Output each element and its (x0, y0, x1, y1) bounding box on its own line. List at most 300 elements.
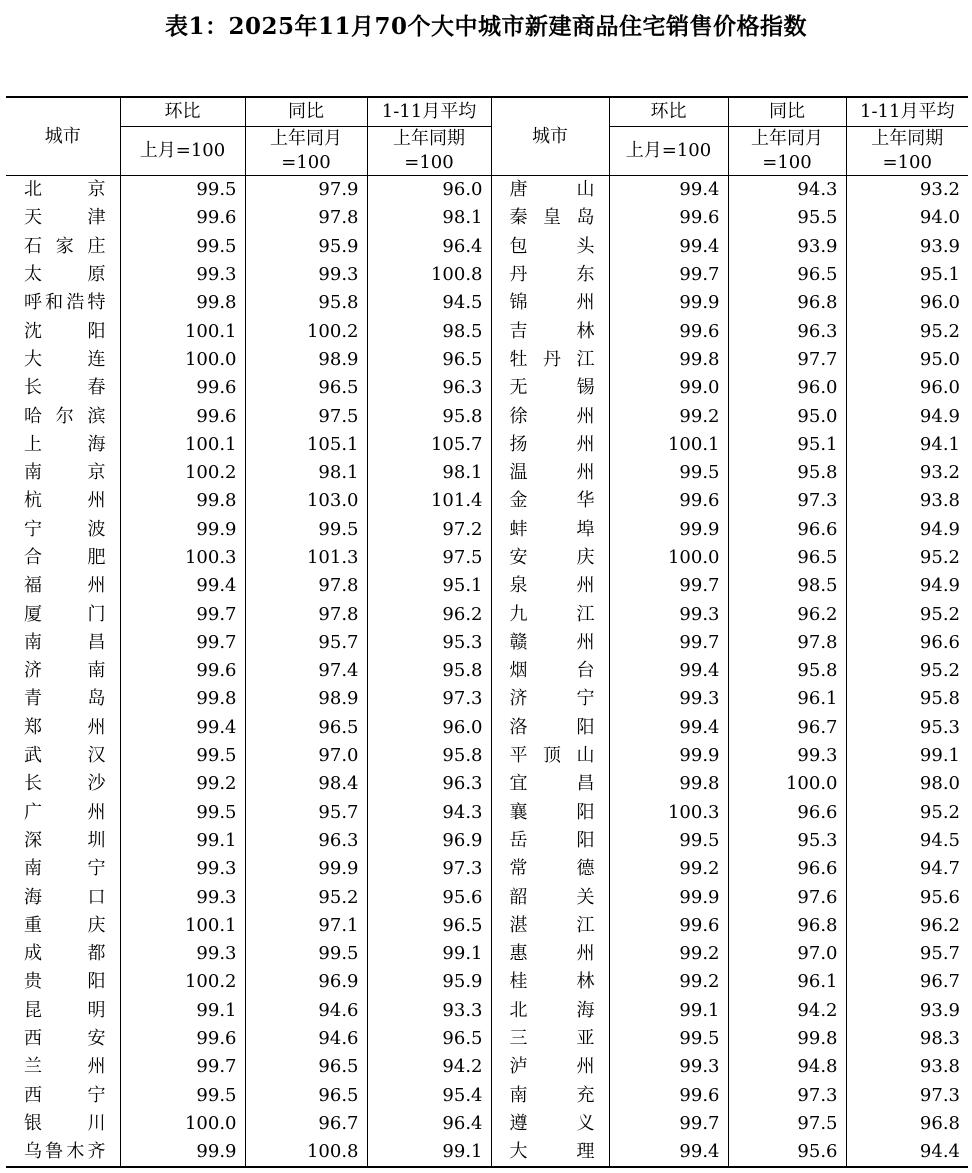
cell-city-left: 青岛 (6, 685, 120, 713)
cell-mom-right: 99.9 (609, 883, 728, 911)
table-row (6, 233, 968, 261)
cell-yoy-left: 95.9 (245, 233, 367, 261)
cell-city-left: 重庆 (6, 912, 120, 940)
cell-yoy-left: 103.0 (245, 487, 367, 515)
cell-mom-right: 99.3 (609, 685, 728, 713)
header-yoy-base-right: 上年同月 =100 (728, 127, 846, 176)
cell-mom-right: 99.7 (609, 572, 728, 600)
cell-yoy-left: 97.0 (245, 742, 367, 770)
cell-yoy-right: 96.7 (728, 714, 846, 742)
cell-yoy-right: 100.0 (728, 770, 846, 798)
table-row (6, 317, 968, 345)
cell-city-left: 银川 (6, 1110, 120, 1138)
cell-mom-left: 100.2 (120, 459, 245, 487)
table-row (6, 346, 968, 374)
cell-mom-right: 99.6 (609, 1082, 728, 1110)
cell-avg-right: 94.7 (919, 858, 960, 880)
cell-city-right: 包头 (491, 233, 609, 261)
cell-mom-left: 99.3 (120, 883, 245, 911)
table-row (6, 261, 968, 289)
cell-yoy-right: 95.8 (728, 657, 846, 685)
cell-city-right: 桂林 (491, 968, 609, 996)
cell-yoy-right: 97.7 (728, 346, 846, 374)
cell-mom-left: 99.9 (120, 516, 245, 544)
cell-avg-left: 97.3 (367, 855, 491, 883)
cell-city-left: 西安 (6, 1025, 120, 1053)
cell-city-left: 哈尔滨 (6, 402, 120, 430)
table-body (6, 176, 968, 1168)
price-index-table (6, 96, 968, 1168)
cell-avg-left: 95.3 (367, 629, 491, 657)
cell-city-right: 温州 (491, 459, 609, 487)
cell-yoy-left: 99.3 (245, 261, 367, 289)
cell-city-right: 惠州 (491, 940, 609, 968)
cell-mom-right: 99.4 (609, 657, 728, 685)
cell-mom-left: 99.4 (120, 714, 245, 742)
cell-avg-left: 94.5 (367, 289, 491, 317)
cell-avg-left: 93.3 (367, 997, 491, 1025)
cell-mom-left: 99.5 (120, 799, 245, 827)
cell-city-right: 赣州 (491, 629, 609, 657)
cell-mom-right: 99.6 (609, 912, 728, 940)
cell-avg-left: 99.1 (367, 1138, 491, 1167)
cell-avg-left: 94.2 (367, 1053, 491, 1081)
cell-mom-right: 99.3 (609, 1053, 728, 1081)
cell-city-left: 海口 (6, 883, 120, 911)
cell-avg-right: 95.3 (919, 716, 960, 738)
cell-city-right: 蚌埠 (491, 516, 609, 544)
table-row (6, 516, 968, 544)
cell-yoy-left: 96.7 (245, 1110, 367, 1138)
cell-mom-right: 99.6 (609, 317, 728, 345)
table-row (6, 1025, 968, 1053)
header-mom-left: 环比 (120, 97, 245, 127)
cell-mom-left: 99.5 (120, 176, 245, 205)
cell-mom-right: 99.9 (609, 289, 728, 317)
cell-city-left: 郑州 (6, 714, 120, 742)
cell-avg-right: 95.7 (919, 943, 960, 965)
cell-mom-left: 100.2 (120, 968, 245, 996)
cell-city-right: 北海 (491, 997, 609, 1025)
header-yoy-base-left: 上年同月 =100 (245, 127, 367, 176)
table-row (6, 289, 968, 317)
table-row (6, 459, 968, 487)
cell-mom-left: 100.3 (120, 544, 245, 572)
cell-mom-right: 99.5 (609, 827, 728, 855)
cell-yoy-left: 94.6 (245, 1025, 367, 1053)
table-row (6, 487, 968, 515)
cell-city-left: 成都 (6, 940, 120, 968)
cell-mom-left: 99.7 (120, 1053, 245, 1081)
cell-mom-left: 99.3 (120, 940, 245, 968)
cell-mom-left: 99.8 (120, 487, 245, 515)
cell-city-right: 南充 (491, 1082, 609, 1110)
cell-mom-left: 99.8 (120, 289, 245, 317)
cell-avg-right: 95.8 (919, 688, 960, 710)
cell-avg-left: 97.5 (367, 544, 491, 572)
cell-city-left: 武汉 (6, 742, 120, 770)
cell-avg-right: 94.5 (919, 829, 960, 851)
cell-avg-left: 94.3 (367, 799, 491, 827)
table-row (6, 431, 968, 459)
cell-yoy-right: 97.0 (728, 940, 846, 968)
cell-avg-left: 95.9 (367, 968, 491, 996)
table-row (6, 374, 968, 402)
cell-yoy-left: 100.2 (245, 317, 367, 345)
cell-city-right: 丹东 (491, 261, 609, 289)
cell-avg-left: 96.5 (367, 1025, 491, 1053)
table-row (6, 912, 968, 940)
cell-avg-right: 94.9 (919, 405, 960, 427)
cell-avg-left: 101.4 (367, 487, 491, 515)
cell-city-left: 上海 (6, 431, 120, 459)
cell-city-right: 洛阳 (491, 714, 609, 742)
cell-city-left: 福州 (6, 572, 120, 600)
cell-avg-right: 96.6 (919, 631, 960, 653)
cell-yoy-left: 98.9 (245, 685, 367, 713)
cell-mom-left: 99.9 (120, 1138, 245, 1167)
cell-avg-right: 95.2 (919, 660, 960, 682)
cell-yoy-right: 96.5 (728, 261, 846, 289)
cell-city-left: 北京 (6, 176, 120, 205)
table-row (6, 685, 968, 713)
cell-yoy-left: 95.8 (245, 289, 367, 317)
cell-yoy-left: 97.4 (245, 657, 367, 685)
cell-city-right: 扬州 (491, 431, 609, 459)
cell-city-right: 唐山 (491, 176, 609, 205)
table-row (6, 827, 968, 855)
table-row (6, 1082, 968, 1110)
cell-yoy-right: 97.3 (728, 487, 846, 515)
cell-yoy-left: 95.2 (245, 883, 367, 911)
cell-avg-left: 95.8 (367, 657, 491, 685)
cell-avg-right: 94.4 (846, 1138, 968, 1167)
cell-yoy-left: 96.3 (245, 827, 367, 855)
cell-yoy-right: 96.6 (728, 855, 846, 883)
cell-avg-right: 95.2 (919, 547, 960, 568)
header-yoy-right: 同比 (728, 97, 846, 127)
cell-city-left: 贵阳 (6, 968, 120, 996)
cell-mom-left: 99.5 (120, 1082, 245, 1110)
cell-city-left: 济南 (6, 657, 120, 685)
cell-city-left: 沈阳 (6, 317, 120, 345)
cell-mom-right: 100.0 (609, 544, 728, 572)
cell-avg-left: 105.7 (367, 431, 491, 459)
cell-city-right: 济宁 (491, 685, 609, 713)
cell-city-left: 深圳 (6, 827, 120, 855)
cell-avg-left: 96.5 (367, 912, 491, 940)
cell-mom-right: 99.2 (609, 968, 728, 996)
cell-yoy-left: 99.9 (245, 855, 367, 883)
cell-city-left: 广州 (6, 799, 120, 827)
table-row (6, 968, 968, 996)
cell-mom-left: 99.6 (120, 402, 245, 430)
cell-mom-right: 99.7 (609, 1110, 728, 1138)
cell-avg-left: 96.5 (367, 346, 491, 374)
cell-city-right: 韶关 (491, 883, 609, 911)
cell-yoy-right: 99.3 (728, 742, 846, 770)
cell-avg-left: 95.8 (367, 402, 491, 430)
cell-mom-left: 100.1 (120, 912, 245, 940)
cell-mom-right: 99.2 (609, 402, 728, 430)
table-row (6, 1138, 968, 1167)
cell-yoy-right: 95.3 (728, 827, 846, 855)
cell-city-left: 厦门 (6, 600, 120, 628)
cell-mom-left: 99.8 (120, 685, 245, 713)
cell-city-left: 宁波 (6, 516, 120, 544)
cell-mom-right: 99.4 (609, 176, 728, 205)
cell-yoy-left: 96.5 (245, 714, 367, 742)
cell-avg-left: 96.4 (367, 1110, 491, 1138)
cell-mom-right: 99.7 (609, 261, 728, 289)
cell-yoy-left: 98.1 (245, 459, 367, 487)
cell-avg-right: 93.9 (919, 235, 960, 257)
cell-mom-left: 99.6 (120, 1025, 245, 1053)
cell-city-right: 烟台 (491, 657, 609, 685)
table-row (6, 883, 968, 911)
cell-yoy-right: 96.0 (728, 374, 846, 402)
cell-city-right: 襄阳 (491, 799, 609, 827)
cell-city-left: 杭州 (6, 487, 120, 515)
cell-mom-left: 99.3 (120, 855, 245, 883)
cell-mom-right: 99.7 (609, 629, 728, 657)
cell-city-left: 大连 (6, 346, 120, 374)
cell-yoy-right: 96.6 (728, 799, 846, 827)
cell-yoy-left: 96.5 (245, 1082, 367, 1110)
cell-avg-right: 98.0 (919, 773, 960, 795)
cell-city-right: 泉州 (491, 572, 609, 600)
cell-yoy-right: 97.6 (728, 883, 846, 911)
table-row (6, 1053, 968, 1081)
cell-city-left: 南宁 (6, 855, 120, 883)
header-city-right: 城市 (491, 97, 609, 176)
cell-yoy-left: 94.6 (245, 997, 367, 1025)
cell-city-left: 合肥 (6, 544, 120, 572)
cell-yoy-right: 96.8 (728, 289, 846, 317)
cell-mom-right: 99.2 (609, 855, 728, 883)
cell-city-left: 兰州 (6, 1053, 120, 1081)
cell-mom-right: 99.5 (609, 1025, 728, 1053)
cell-mom-right: 100.3 (609, 799, 728, 827)
cell-city-left: 乌鲁木齐 (6, 1138, 120, 1167)
cell-city-right: 牡丹江 (491, 346, 609, 374)
cell-yoy-right: 94.3 (728, 176, 846, 205)
table-row (6, 770, 968, 798)
cell-avg-right: 93.2 (919, 462, 960, 484)
cell-avg-right: 95.6 (919, 886, 960, 908)
cell-mom-right: 99.8 (609, 346, 728, 374)
cell-avg-right: 95.1 (919, 264, 960, 286)
cell-avg-left: 96.0 (367, 714, 491, 742)
cell-city-left: 呼和浩特 (6, 289, 120, 317)
cell-avg-left: 96.3 (367, 770, 491, 798)
cell-avg-right: 94.9 (919, 518, 960, 540)
cell-yoy-left: 97.8 (245, 600, 367, 628)
cell-yoy-right: 95.1 (728, 431, 846, 459)
cell-city-right: 徐州 (491, 402, 609, 430)
cell-avg-right: 94.1 (919, 433, 960, 455)
cell-yoy-right: 97.5 (728, 1110, 846, 1138)
cell-avg-left: 96.4 (367, 233, 491, 261)
cell-avg-right: 96.7 (919, 971, 960, 993)
cell-avg-left: 97.3 (367, 685, 491, 713)
cell-avg-right: 96.0 (919, 377, 960, 399)
cell-yoy-right: 94.8 (728, 1053, 846, 1081)
cell-mom-right: 99.0 (609, 374, 728, 402)
cell-city-left: 石家庄 (6, 233, 120, 261)
table-row (6, 544, 968, 572)
cell-mom-left: 99.5 (120, 233, 245, 261)
cell-city-left: 太原 (6, 261, 120, 289)
cell-yoy-left: 95.7 (245, 629, 367, 657)
cell-yoy-right: 94.2 (728, 997, 846, 1025)
cell-mom-right: 99.4 (609, 233, 728, 261)
cell-avg-right: 96.2 (919, 914, 960, 936)
cell-avg-left: 99.1 (367, 940, 491, 968)
cell-mom-left: 100.1 (120, 431, 245, 459)
cell-mom-right: 99.3 (609, 600, 728, 628)
cell-avg-right: 95.2 (919, 801, 960, 823)
cell-city-left: 天津 (6, 204, 120, 232)
header-city-left: 城市 (6, 97, 120, 176)
table-row (6, 176, 968, 205)
cell-yoy-left: 101.3 (245, 544, 367, 572)
cell-yoy-left: 99.5 (245, 940, 367, 968)
cell-mom-left: 99.7 (120, 600, 245, 628)
cell-avg-right: 97.3 (919, 1084, 960, 1106)
cell-avg-right: 94.9 (919, 575, 960, 597)
cell-city-left: 长沙 (6, 770, 120, 798)
cell-city-right: 秦皇岛 (491, 204, 609, 232)
header-mom-base-left: 上月=100 (120, 127, 245, 176)
cell-yoy-right: 96.2 (728, 600, 846, 628)
cell-avg-left: 100.8 (367, 261, 491, 289)
cell-mom-right: 99.6 (609, 204, 728, 232)
cell-yoy-left: 97.1 (245, 912, 367, 940)
header-avg-left: 1-11月平均 (367, 97, 491, 127)
cell-yoy-right: 95.0 (728, 402, 846, 430)
cell-city-left: 南昌 (6, 629, 120, 657)
cell-avg-left: 96.2 (367, 600, 491, 628)
cell-city-right: 无锡 (491, 374, 609, 402)
cell-avg-left: 95.4 (367, 1082, 491, 1110)
cell-mom-left: 99.6 (120, 374, 245, 402)
cell-city-right: 平顶山 (491, 742, 609, 770)
cell-yoy-left: 97.5 (245, 402, 367, 430)
cell-yoy-left: 98.9 (245, 346, 367, 374)
cell-yoy-left: 97.8 (245, 204, 367, 232)
cell-city-right: 锦州 (491, 289, 609, 317)
table-row (6, 600, 968, 628)
cell-yoy-left: 96.9 (245, 968, 367, 996)
cell-city-left: 南京 (6, 459, 120, 487)
cell-mom-right: 99.9 (609, 516, 728, 544)
cell-city-right: 金华 (491, 487, 609, 515)
table-row (6, 204, 968, 232)
cell-mom-left: 100.0 (120, 346, 245, 374)
cell-mom-left: 99.1 (120, 827, 245, 855)
header-avg-base-right: 上年同期 =100 (846, 127, 968, 176)
table-row (6, 714, 968, 742)
cell-yoy-left: 96.5 (245, 1053, 367, 1081)
cell-mom-right: 99.8 (609, 770, 728, 798)
table-row (6, 572, 968, 600)
header-yoy-left: 同比 (245, 97, 367, 127)
cell-avg-left: 96.3 (367, 374, 491, 402)
cell-avg-right: 93.2 (919, 179, 960, 201)
cell-yoy-left: 99.5 (245, 516, 367, 544)
cell-mom-right: 99.5 (609, 459, 728, 487)
cell-yoy-right: 95.5 (728, 204, 846, 232)
table-row (6, 402, 968, 430)
cell-avg-left: 95.6 (367, 883, 491, 911)
cell-mom-left: 99.1 (120, 997, 245, 1025)
page-title: 表1：2025年11月70个大中城市新建商品住宅销售价格指数 (164, 13, 808, 40)
cell-city-left: 西宁 (6, 1082, 120, 1110)
header-mom-right: 环比 (609, 97, 728, 127)
cell-city-right: 三亚 (491, 1025, 609, 1053)
cell-yoy-right: 96.1 (728, 685, 846, 713)
cell-mom-right: 99.9 (609, 742, 728, 770)
table-row (6, 997, 968, 1025)
cell-avg-left: 95.1 (367, 572, 491, 600)
cell-mom-right: 99.2 (609, 940, 728, 968)
table-row (6, 855, 968, 883)
cell-mom-left: 99.6 (120, 657, 245, 685)
cell-mom-left: 99.3 (120, 261, 245, 289)
cell-city-right: 泸州 (491, 1053, 609, 1081)
cell-yoy-right: 95.8 (728, 459, 846, 487)
cell-mom-left: 99.2 (120, 770, 245, 798)
cell-yoy-left: 95.7 (245, 799, 367, 827)
cell-avg-left: 95.8 (367, 742, 491, 770)
cell-yoy-right: 96.1 (728, 968, 846, 996)
cell-avg-right: 99.1 (919, 745, 960, 767)
cell-mom-right: 99.4 (609, 1138, 728, 1167)
table-row (6, 799, 968, 827)
header-avg-base-left: 上年同期 =100 (367, 127, 491, 176)
cell-avg-left: 96.0 (367, 176, 491, 205)
cell-yoy-right: 99.8 (728, 1025, 846, 1053)
table-row (6, 940, 968, 968)
cell-city-right: 大理 (491, 1138, 609, 1167)
header-mom-base-right: 上月=100 (609, 127, 728, 176)
cell-avg-right: 95.0 (919, 348, 960, 370)
cell-yoy-left: 96.5 (245, 374, 367, 402)
cell-avg-right: 93.8 (919, 1056, 960, 1078)
cell-city-left: 长春 (6, 374, 120, 402)
cell-avg-left: 98.1 (367, 204, 491, 232)
cell-avg-right: 95.2 (919, 320, 960, 342)
cell-mom-left: 100.0 (120, 1110, 245, 1138)
header-avg-right: 1-11月平均 (846, 97, 968, 127)
cell-yoy-right: 96.3 (728, 317, 846, 345)
cell-avg-left: 98.5 (367, 317, 491, 345)
cell-city-right: 遵义 (491, 1110, 609, 1138)
cell-city-right: 湛江 (491, 912, 609, 940)
cell-yoy-left: 97.9 (245, 176, 367, 205)
table-row (6, 742, 968, 770)
cell-avg-left: 98.1 (367, 459, 491, 487)
cell-avg-right: 98.3 (919, 1028, 960, 1050)
cell-mom-right: 99.6 (609, 487, 728, 515)
cell-avg-left: 97.2 (367, 516, 491, 544)
cell-city-right: 安庆 (491, 544, 609, 572)
cell-yoy-right: 96.6 (728, 516, 846, 544)
cell-avg-right: 95.2 (919, 603, 960, 625)
cell-yoy-left: 105.1 (245, 431, 367, 459)
cell-city-right: 吉林 (491, 317, 609, 345)
